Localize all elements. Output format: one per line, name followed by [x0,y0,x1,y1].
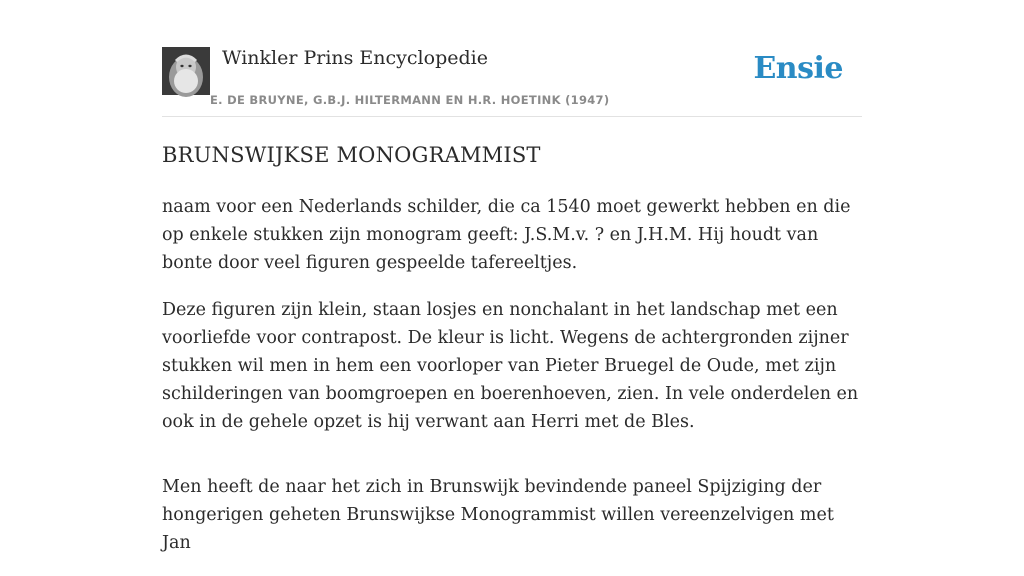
portrait-icon [162,47,210,95]
article-paragraph: Men heeft de naar het zich in Brunswijk bevindende paneel Spijziging der hongerigen geheten Brunswijkse Monogrammist willen vereenzelvigen met Jan [162,477,834,553]
article-paragraph: naam voor een Nederlands schilder, die ca 1540 moet gewerkt hebben en die op enkele stukken zijn monogram geeft: J.S.M.v. ? en J.H.M. Hij houdt van bonte door veel figuren gespeelde tafereeltjes. [162,197,851,273]
author-avatar[interactable] [162,47,210,95]
article-title: BRUNSWIJKSE MONOGRAMMIST [162,143,541,167]
ensie-logo-link[interactable]: Ensie [753,51,843,86]
source-authors: E. DE BRUYNE, G.B.J. HILTERMANN EN H.R. HOETINK (1947) [210,93,610,107]
article-paragraph: Deze figuren zijn klein, staan losjes en nonchalant in het landschap met een voorliefde voor contrapost. De kleur is licht. Wegens de achtergronden zijner stukken wil men in hem een voorloper van Pieter Bruegel de Oude, met zijn schilderingen van boomgroepen en boerenhoeven, zien. In vele onderdelen en ook in de gehele opzet is hij verwant aan Herri met de Bles. [162,300,859,432]
article [162,140,862,576]
source-title[interactable]: Winkler Prins Encyclopedie [222,47,488,69]
source-header [162,46,862,117]
